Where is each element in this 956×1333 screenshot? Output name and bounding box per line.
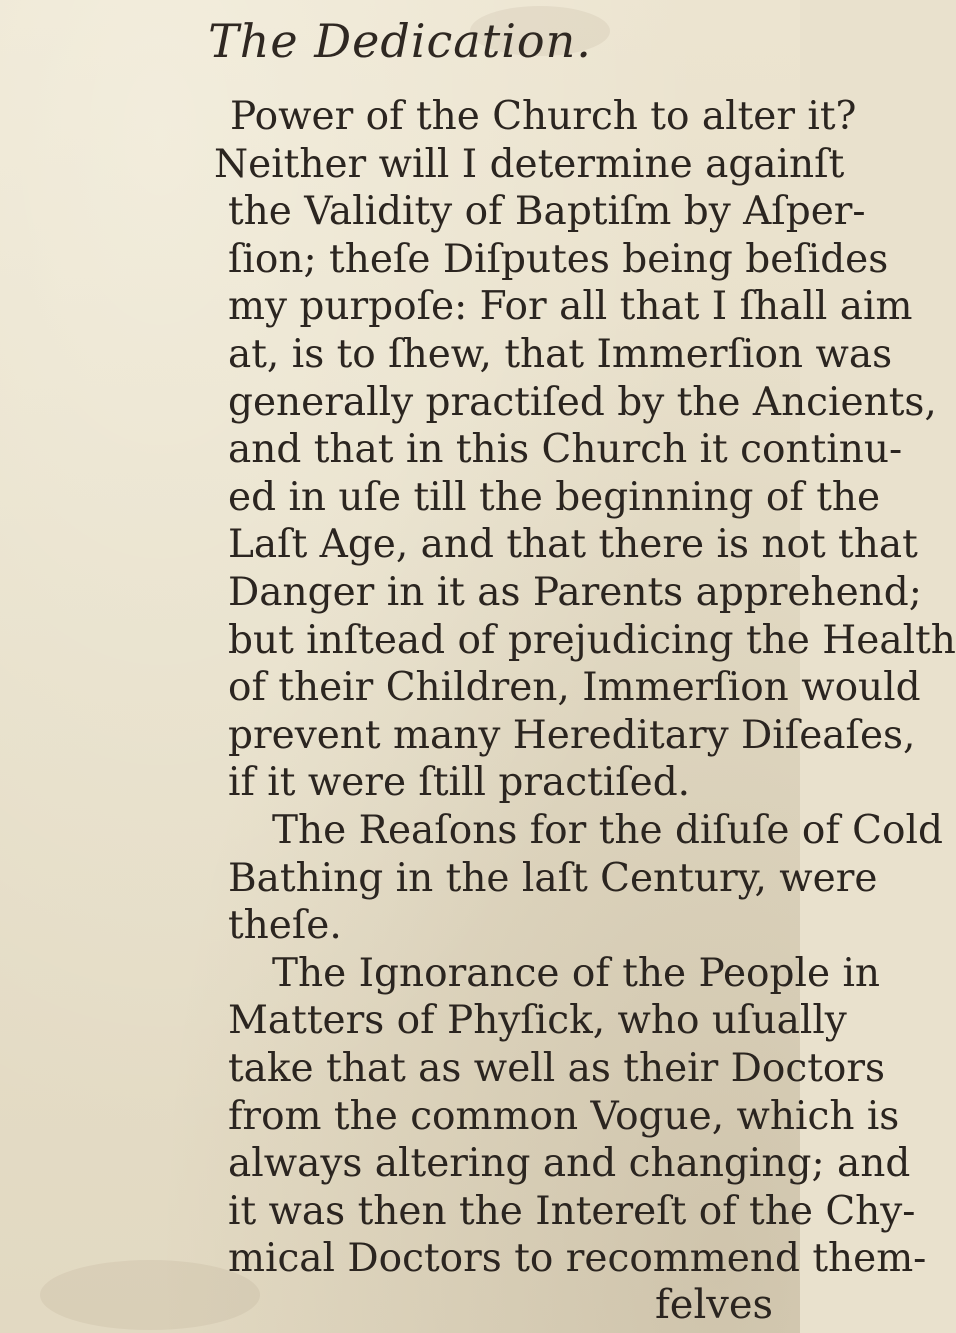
text-line: Laſt Age, and that there is not that (228, 522, 918, 567)
text-line: and that in this Church it continu- (228, 427, 903, 472)
text-line: ſion; theſe Diſputes being beſides (228, 237, 889, 282)
text-line: Bathing in the laſt Century, were (228, 856, 878, 901)
text-line: the Validity of Baptiſm by Aſper- (228, 189, 866, 234)
text-line: mical Doctors to recommend them- (228, 1236, 927, 1281)
text-line: Matters of Phyſick, who uſually (228, 998, 847, 1043)
text-line: from the common Vogue, which is (228, 1094, 900, 1139)
catchword: felves (655, 1282, 774, 1328)
text-line: it was then the Intereſt of the Chy- (228, 1189, 916, 1234)
text-line: always altering and changing; and (228, 1141, 911, 1186)
text-line: Neither will I determine againſt (214, 142, 845, 187)
text-line: my purpoſe: For all that I ſhall aim (228, 284, 913, 329)
text-line: at, is to ſhew, that Immerſion was (228, 332, 893, 377)
text-line: Power of the Church to alter it? (230, 94, 857, 139)
text-line: if it were ſtill practiſed. (228, 760, 691, 805)
text-line: The Reaſons for the diſuſe of Cold (272, 808, 943, 853)
text-line: theſe. (228, 903, 342, 948)
text-line: The Ignorance of the People in (272, 951, 881, 996)
text-line: of their Children, Immerſion would (228, 665, 921, 710)
text-line: but inſtead of prejudicing the Health (228, 618, 956, 663)
text-line: prevent many Hereditary Diſeaſes, (228, 713, 916, 758)
text-line: ed in uſe till the beginning of the (228, 475, 881, 520)
text-line: Danger in it as Parents apprehend; (228, 570, 922, 615)
text-line: take that as well as their Doctors (228, 1046, 886, 1091)
running-head: The Dedication. (208, 14, 592, 68)
text-line: generally practiſed by the Ancients, (228, 380, 937, 425)
